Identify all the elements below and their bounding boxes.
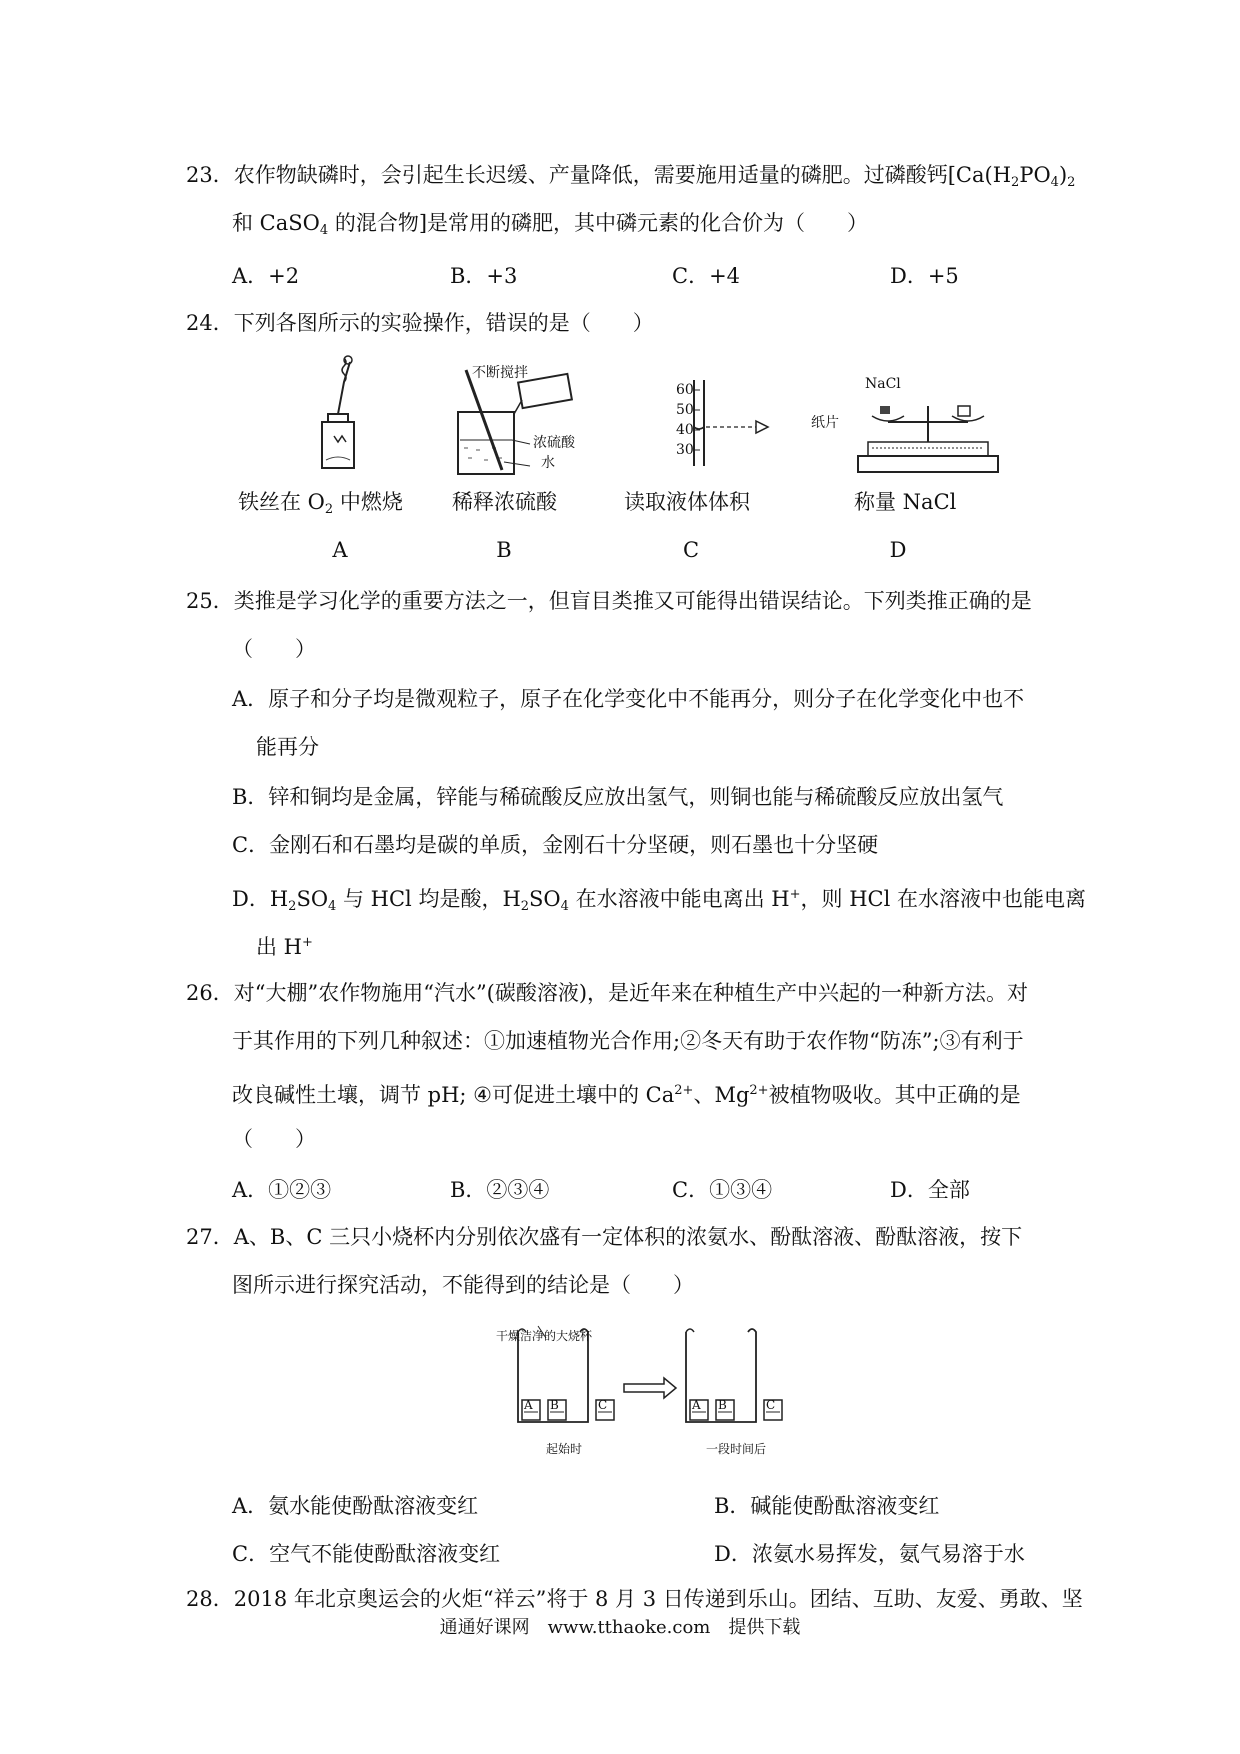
fig-d-letter: D: [889, 538, 907, 562]
q23-line1: 23．农作物缺磷时，会引起生长迟缓、产量降低，需要施用适量的磷肥。过磷酸钙[$Ca(H_2PO_4)_2$: [186, 163, 1076, 190]
fig-27-beaker-b-right: B: [718, 1398, 727, 1412]
fig-c-letter: C: [682, 538, 700, 562]
fig-c-tick-60: 60: [676, 382, 694, 398]
q23-line2: 和 CaSO$_4$ 的混合物]是常用的磷肥，其中磷元素的化合价为（ ）: [232, 211, 869, 238]
q25-stem: 25．类推是学习化学的重要方法之一，但盲目类推又可能得出错误结论。下列类推正确的是: [186, 589, 1032, 613]
fig-b-label-stir: 不断搅拌: [472, 365, 528, 381]
fig-d-label-paper: 纸片: [811, 415, 839, 431]
q26-option-b: B．②③④: [450, 1178, 550, 1202]
q26-option-c: C．①③④: [672, 1178, 773, 1202]
q23-option-b: B．+3: [450, 264, 518, 288]
fig-d-label-nacl: NaCl: [865, 376, 901, 392]
q27-option-a: A．氨水能使酚酞溶液变红: [232, 1494, 479, 1518]
fig-b-caption: 稀释浓硫酸: [452, 490, 557, 514]
q28-line1: 28．2018 年北京奥运会的火炬“祥云”将于 8 月 3 日传递到乐山。团结、互助、友爱、勇敢、坚: [186, 1587, 1083, 1611]
q24-stem: 24．下列各图所示的实验操作，错误的是（ ）: [186, 311, 654, 335]
q25-option-a-line2: 能再分: [256, 735, 319, 759]
fig-27-label-start: 起始时: [546, 1442, 583, 1456]
q26-blank: （ ）: [232, 1127, 316, 1151]
q23-option-d: D．+5: [890, 264, 959, 288]
q25-option-a-line1: A．原子和分子均是微观粒子，原子在化学变化中不能再分，则分子在化学变化中也不: [232, 687, 1025, 711]
fig-d-caption: 称量 NaCl: [854, 490, 957, 514]
fig-27-beaker-c-left: C: [598, 1398, 608, 1412]
q25-option-b: B．锌和铜均是金属，锌能与稀硫酸反应放出氢气，则铜也能与稀硫酸反应放出氢气: [232, 785, 1004, 809]
q26-line2: 于其作用的下列几种叙述：①加速植物光合作用;②冬天有助于农作物“防冻”;③有利于: [232, 1029, 1024, 1053]
fig-c-tick-30: 30: [676, 442, 694, 458]
q27-line2: 图所示进行探究活动，不能得到的结论是（ ）: [232, 1273, 694, 1297]
q27-option-c: C．空气不能使酚酞溶液变红: [232, 1542, 501, 1566]
fig-27-beaker-a-right: A: [692, 1398, 701, 1412]
fig-27-beaker-a-left: A: [524, 1398, 533, 1412]
fig-b-label-water: 水: [541, 455, 555, 471]
fig-b-letter: B: [496, 538, 512, 562]
q25-blank: （ ）: [232, 637, 316, 661]
page-footer: 通通好课网 www.tthaoke.com 提供下载: [439, 1617, 801, 1638]
q25-option-d-line1: D．$H_2SO_4$ 与 HCl 均是酸，$H_2SO_4$ 在水溶液中能电离出 H+，则 HCl 在水溶液中也能电离: [232, 887, 1086, 914]
q27-option-d: D．浓氨水易挥发，氨气易溶于水: [714, 1542, 1025, 1566]
fig-27-beaker-c-right: C: [766, 1398, 776, 1412]
q25-option-d-line2: 出 H+: [256, 935, 313, 959]
iron-wire-burning-figure: [300, 352, 380, 472]
q26-option-d: D．全部: [890, 1178, 970, 1202]
q26-line3: 改良碱性土壤，调节 pH; ④可促进土壤中的 $Ca^{2+}$、$Mg^{2+}$被植物吸收。其中正确的是: [232, 1083, 1021, 1107]
q23-option-c: C．+4: [672, 264, 741, 288]
fig-c-tick-40: 40: [676, 422, 694, 438]
fig-a-letter: A: [332, 538, 348, 562]
fig-27-beaker-b-left: B: [550, 1398, 559, 1412]
fig-c-caption: 读取液体体积: [624, 490, 750, 514]
q26-option-a: A．①②③: [232, 1178, 332, 1202]
fig-a-caption: 铁丝在 $O_2$ 中燃烧: [238, 490, 403, 517]
balance-figure: [848, 386, 1008, 476]
q26-line1: 26．对“大棚”农作物施用“汽水”(碳酸溶液)，是近年来在种植生产中兴起的一种新方法。对: [186, 981, 1029, 1005]
fig-b-label-acid: 浓硫酸: [533, 435, 575, 451]
fig-c-tick-50: 50: [676, 402, 694, 418]
fig-27-label-top: 干燥洁净的大烧杯: [496, 1329, 593, 1343]
fig-27-label-later: 一段时间后: [706, 1442, 767, 1456]
q25-option-c: C．金刚石和石墨均是碳的单质，金刚石十分坚硬，则石墨也十分坚硬: [232, 833, 879, 857]
q27-line1: 27．A、B、C 三只小烧杯内分别依次盛有一定体积的浓氨水、酚酞溶液、酚酞溶液，按下: [186, 1225, 1023, 1249]
q23-option-a: A．+2: [232, 264, 300, 288]
q27-option-b: B．碱能使酚酞溶液变红: [714, 1494, 940, 1518]
